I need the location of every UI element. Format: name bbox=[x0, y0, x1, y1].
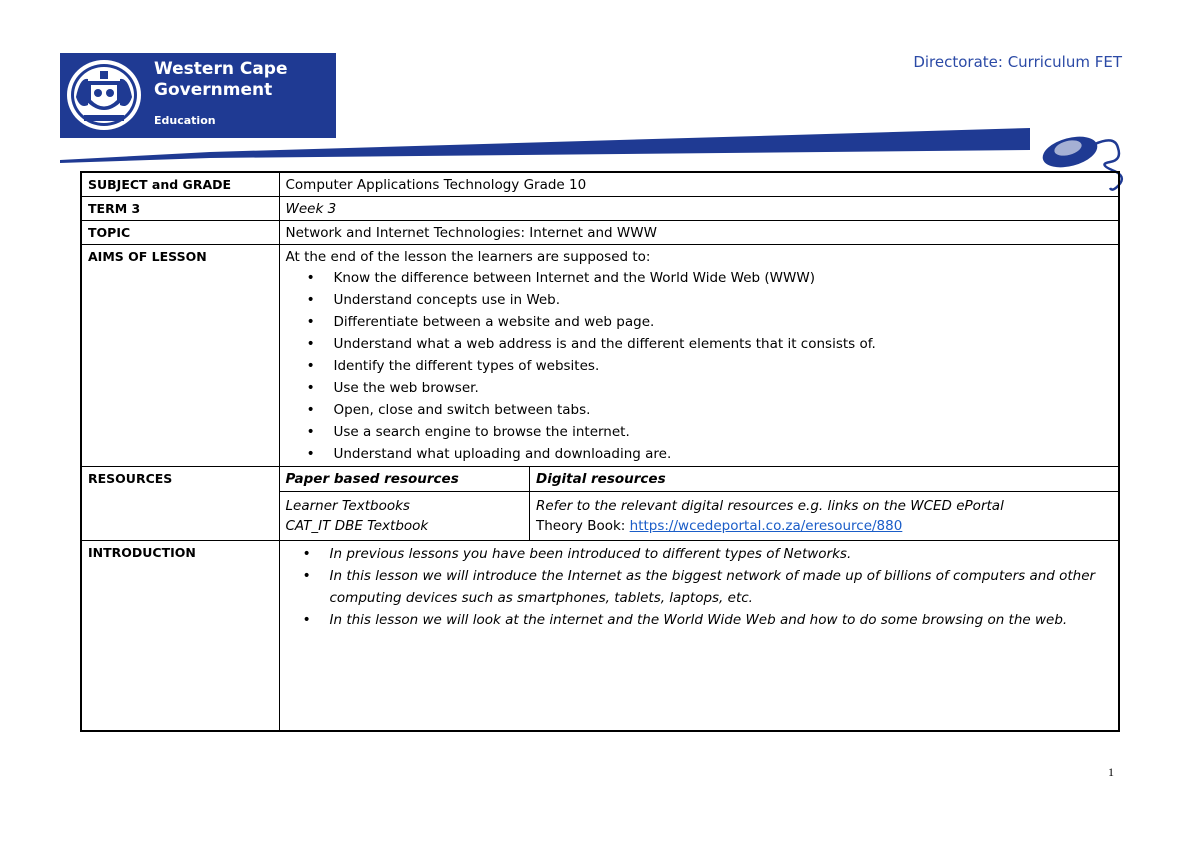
aims-list bbox=[286, 267, 1113, 465]
term-label: TERM 3 bbox=[81, 197, 279, 221]
list-item: • Understand what uploading and downloading are. bbox=[334, 443, 1113, 465]
resources-cell bbox=[279, 467, 1119, 541]
aims-cell bbox=[279, 245, 1119, 467]
aims-label: AIMS OF LESSON bbox=[81, 245, 279, 467]
digital-resources-heading: Digital resources bbox=[530, 467, 1119, 492]
introduction-cell bbox=[279, 541, 1119, 732]
list-item: • Understand concepts use in Web. bbox=[334, 289, 1113, 311]
topic-row bbox=[81, 221, 1119, 245]
aims-row bbox=[81, 245, 1119, 467]
term-value: Week 3 bbox=[279, 197, 1119, 221]
digital-resources-note: Refer to the relevant digital resources e.g. links on the WCED ePortal bbox=[536, 498, 1004, 514]
paper-resources-heading: Paper based resources bbox=[280, 467, 530, 492]
list-item: Learner Textbooks bbox=[285, 498, 410, 514]
aims-intro: At the end of the lesson the learners are supposed to: bbox=[285, 249, 651, 265]
list-item: CAT_IT DBE Textbook bbox=[285, 518, 429, 534]
lesson-plan-table bbox=[80, 171, 1120, 732]
page-number: 1 bbox=[1108, 765, 1114, 779]
list-item: • Identify the different types of websites. bbox=[334, 355, 1113, 377]
wcg-logo bbox=[60, 53, 336, 138]
topic-value: Network and Internet Technologies: Internet and WWW bbox=[279, 221, 1119, 245]
list-item: • Know the difference between Internet and the World Wide Web (WWW) bbox=[334, 267, 1113, 289]
introduction-row bbox=[81, 541, 1119, 732]
theory-book-prefix: Theory Book: bbox=[536, 518, 630, 534]
logo-department: Education bbox=[154, 114, 216, 127]
list-item: • Differentiate between a website and web page. bbox=[334, 311, 1113, 333]
list-item: • In this lesson we will look at the internet and the World Wide Web and how to do some browsing on the web. bbox=[330, 609, 1113, 631]
resources-row bbox=[81, 467, 1119, 541]
theory-book-line bbox=[536, 516, 1112, 536]
subject-row bbox=[81, 172, 1119, 197]
list-item: • Use a search engine to browse the internet. bbox=[334, 421, 1113, 443]
topic-label: TOPIC bbox=[81, 221, 279, 245]
subject-value: Computer Applications Technology Grade 10 bbox=[279, 172, 1119, 197]
coat-of-arms-icon bbox=[64, 57, 144, 134]
list-item: • Use the web browser. bbox=[334, 377, 1113, 399]
list-item: • Understand what a web address is and the different elements that it consists of. bbox=[334, 333, 1113, 355]
term-row bbox=[81, 197, 1119, 221]
directorate-title: Directorate: Curriculum FET bbox=[913, 53, 1122, 71]
list-item: • Open, close and switch between tabs. bbox=[334, 399, 1113, 421]
introduction-list bbox=[286, 543, 1113, 631]
list-item: • In this lesson we will introduce the Internet as the biggest network of made up of billions of computers and other computing devices such as smartphones, tablets, laptops, etc. bbox=[330, 565, 1113, 609]
theory-book-link[interactable]: https://wcedeportal.co.za/eresource/880 bbox=[629, 518, 903, 534]
subject-label: SUBJECT and GRADE bbox=[81, 172, 279, 197]
digital-resources-list bbox=[530, 492, 1119, 541]
list-item: • In previous lessons you have been introduced to different types of Networks. bbox=[330, 543, 1113, 565]
resources-label: RESOURCES bbox=[81, 467, 279, 541]
introduction-label: INTRODUCTION bbox=[81, 541, 279, 732]
logo-government-name: Western Cape Government bbox=[154, 59, 288, 100]
resources-table bbox=[280, 467, 1119, 540]
paper-resources-list bbox=[280, 492, 530, 541]
